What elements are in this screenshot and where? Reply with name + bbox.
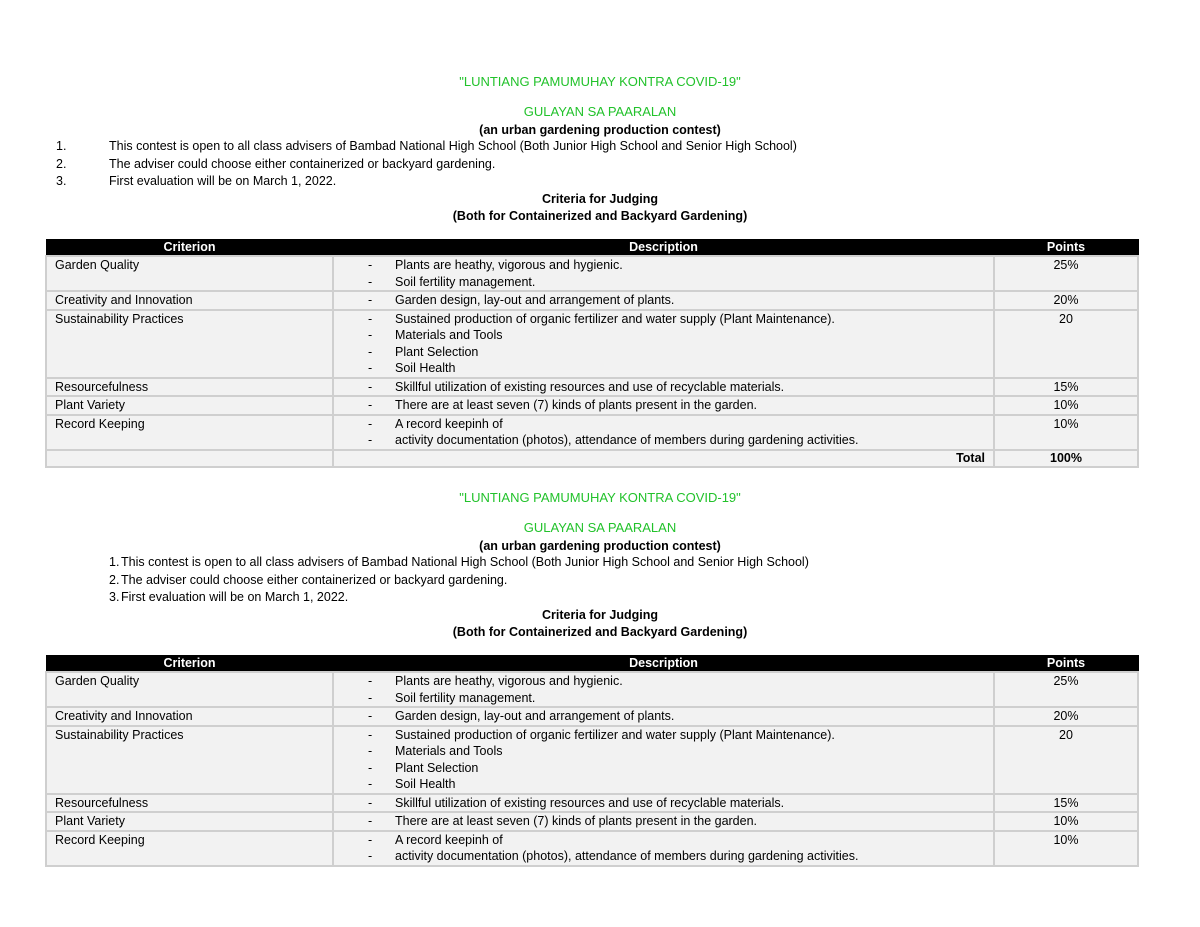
rule-text: The adviser could choose either containerized or backyard gardening. bbox=[109, 156, 496, 171]
criteria-document-1 bbox=[0, 74, 1200, 465]
bullet-dash: - bbox=[368, 416, 373, 431]
points-cell: 15% bbox=[994, 378, 1138, 397]
description-text: activity documentation (photos), attendance of members during gardening activities. bbox=[395, 433, 859, 447]
description-cell bbox=[333, 707, 994, 726]
document-title: "LUNTIANG PAMUMUHAY KONTRA COVID-19" bbox=[459, 74, 741, 89]
bullet-dash: - bbox=[368, 674, 373, 688]
criterion-cell: Record Keeping bbox=[46, 415, 333, 450]
description-text: Materials and Tools bbox=[395, 744, 503, 758]
bullet-dash: - bbox=[368, 433, 373, 447]
rule-text: First evaluation will be on March 1, 2022. bbox=[109, 174, 337, 188]
description-cell bbox=[333, 794, 994, 813]
description-line bbox=[334, 257, 993, 274]
description-text: Sustained production of organic fertilizer and water supply (Plant Maintenance). bbox=[395, 311, 835, 326]
bullet-dash: - bbox=[368, 328, 373, 342]
description-text: Soil Health bbox=[395, 361, 456, 375]
table-row bbox=[46, 310, 1138, 378]
description-cell bbox=[333, 378, 994, 397]
description-cell bbox=[333, 812, 994, 831]
points-cell: 20% bbox=[994, 291, 1138, 310]
description-line bbox=[334, 311, 993, 328]
table-row bbox=[46, 415, 1138, 450]
rules-list bbox=[0, 554, 1200, 607]
rule-item bbox=[0, 173, 1200, 191]
rule-number: 3. bbox=[56, 174, 67, 188]
bullet-dash: - bbox=[368, 814, 373, 828]
criteria-table bbox=[45, 655, 1139, 867]
rule-item bbox=[0, 156, 1200, 174]
description-text: Soil Health bbox=[395, 777, 456, 791]
description-text: Plants are heathy, vigorous and hygienic. bbox=[395, 674, 623, 688]
description-line bbox=[334, 432, 993, 449]
description-line bbox=[334, 832, 993, 849]
criterion-cell: Garden Quality bbox=[46, 672, 333, 707]
description-line bbox=[334, 776, 993, 793]
description-text: Materials and Tools bbox=[395, 328, 503, 342]
document-title: "LUNTIANG PAMUMUHAY KONTRA COVID-19" bbox=[459, 490, 741, 505]
description-cell bbox=[333, 672, 994, 707]
criterion-cell: Creativity and Innovation bbox=[46, 707, 333, 726]
bullet-dash: - bbox=[368, 361, 373, 375]
description-text: Skillful utilization of existing resources and use of recyclable materials. bbox=[395, 379, 785, 394]
description-text: A record keepinh of bbox=[395, 416, 503, 431]
points-cell: 10% bbox=[994, 812, 1138, 831]
bullet-dash: - bbox=[368, 398, 373, 412]
criterion-cell: Plant Variety bbox=[46, 396, 333, 415]
description-text: There are at least seven (7) kinds of plants present in the garden. bbox=[395, 398, 758, 412]
rule-text: This contest is open to all class advisers of Bambad National High School (Both Junior High School and Senior High School) bbox=[121, 555, 809, 569]
bullet-dash: - bbox=[368, 795, 373, 810]
criteria-subheading: (Both for Containerized and Backyard Gardening) bbox=[452, 624, 748, 639]
description-text: Sustained production of organic fertilizer and water supply (Plant Maintenance). bbox=[395, 727, 835, 742]
total-value: 100% bbox=[994, 450, 1138, 467]
description-line bbox=[334, 397, 993, 414]
description-cell bbox=[333, 256, 994, 291]
bullet-dash: - bbox=[368, 258, 373, 272]
description-cell bbox=[333, 726, 994, 794]
table-row bbox=[46, 291, 1138, 310]
bullet-dash: - bbox=[368, 760, 373, 775]
description-header: Description bbox=[333, 656, 994, 673]
bullet-dash: - bbox=[368, 293, 373, 307]
description-text: Plant Selection bbox=[395, 760, 479, 775]
contest-description: (an urban gardening production contest) bbox=[479, 123, 721, 137]
description-line bbox=[334, 848, 993, 865]
table-row bbox=[46, 256, 1138, 291]
table-row bbox=[46, 794, 1138, 813]
description-text: Plants are heathy, vigorous and hygienic. bbox=[395, 258, 623, 272]
description-line bbox=[334, 795, 993, 812]
rules-list bbox=[0, 138, 1200, 191]
rule-text: First evaluation will be on March 1, 2022. bbox=[121, 590, 349, 604]
description-cell bbox=[333, 396, 994, 415]
points-header: Points bbox=[994, 656, 1138, 673]
table-header-row bbox=[46, 240, 1138, 257]
description-line bbox=[334, 708, 993, 725]
rule-text: This contest is open to all class advisers of Bambad National High School (Both Junior High School and Senior High School) bbox=[109, 139, 797, 153]
description-line bbox=[334, 416, 993, 433]
criteria-heading: Criteria for Judging bbox=[542, 191, 658, 206]
bullet-dash: - bbox=[368, 727, 373, 742]
points-cell: 10% bbox=[994, 831, 1138, 866]
description-text: Soil fertility management. bbox=[395, 274, 536, 289]
table-row bbox=[46, 726, 1138, 794]
description-cell bbox=[333, 415, 994, 450]
table-row bbox=[46, 707, 1138, 726]
description-line bbox=[334, 690, 993, 707]
rule-number: 3. bbox=[109, 590, 120, 604]
description-text: Plant Selection bbox=[395, 344, 479, 359]
description-line bbox=[334, 743, 993, 760]
criterion-header: Criterion bbox=[46, 240, 333, 257]
description-text: There are at least seven (7) kinds of plants present in the garden. bbox=[395, 814, 758, 828]
description-cell bbox=[333, 291, 994, 310]
description-text: activity documentation (photos), attendance of members during gardening activities. bbox=[395, 849, 859, 863]
rule-number: 2. bbox=[109, 572, 120, 587]
bullet-dash: - bbox=[368, 849, 373, 863]
bullet-dash: - bbox=[368, 311, 373, 326]
description-line bbox=[334, 292, 993, 309]
points-cell: 20 bbox=[994, 310, 1138, 378]
table-row bbox=[46, 672, 1138, 707]
description-line bbox=[334, 379, 993, 396]
criterion-cell: Sustainability Practices bbox=[46, 310, 333, 378]
criteria-document-2 bbox=[0, 490, 1200, 863]
description-text: Garden design, lay-out and arrangement of plants. bbox=[395, 293, 675, 307]
rule-text: The adviser could choose either containerized or backyard gardening. bbox=[121, 572, 508, 587]
criterion-cell: Record Keeping bbox=[46, 831, 333, 866]
points-cell: 25% bbox=[994, 256, 1138, 291]
rule-item bbox=[0, 554, 1200, 572]
description-cell bbox=[333, 310, 994, 378]
description-line bbox=[334, 673, 993, 690]
bullet-dash: - bbox=[368, 274, 373, 289]
bullet-dash: - bbox=[368, 832, 373, 847]
bullet-dash: - bbox=[368, 344, 373, 359]
table-row bbox=[46, 378, 1138, 397]
total-empty-cell bbox=[46, 450, 333, 467]
description-cell bbox=[333, 831, 994, 866]
points-cell: 20% bbox=[994, 707, 1138, 726]
total-label: Total bbox=[333, 450, 994, 467]
description-line bbox=[334, 813, 993, 830]
rule-number: 1. bbox=[109, 555, 120, 569]
table-row bbox=[46, 812, 1138, 831]
criterion-cell: Resourcefulness bbox=[46, 378, 333, 397]
table-row bbox=[46, 831, 1138, 866]
bullet-dash: - bbox=[368, 777, 373, 791]
description-line bbox=[334, 360, 993, 377]
criteria-table bbox=[45, 239, 1139, 468]
criterion-cell: Resourcefulness bbox=[46, 794, 333, 813]
description-text: Soil fertility management. bbox=[395, 690, 536, 705]
points-cell: 15% bbox=[994, 794, 1138, 813]
points-cell: 20 bbox=[994, 726, 1138, 794]
table-header-row bbox=[46, 656, 1138, 673]
points-cell: 10% bbox=[994, 396, 1138, 415]
description-line bbox=[334, 274, 993, 291]
bullet-dash: - bbox=[368, 379, 373, 394]
total-row bbox=[46, 450, 1138, 467]
document-subtitle: GULAYAN SA PAARALAN bbox=[523, 104, 677, 119]
criterion-cell: Garden Quality bbox=[46, 256, 333, 291]
rule-item bbox=[0, 138, 1200, 156]
points-cell: 25% bbox=[994, 672, 1138, 707]
criterion-cell: Plant Variety bbox=[46, 812, 333, 831]
description-header: Description bbox=[333, 240, 994, 257]
criterion-header: Criterion bbox=[46, 656, 333, 673]
criteria-heading: Criteria for Judging bbox=[542, 607, 658, 622]
rule-number: 2. bbox=[56, 156, 67, 171]
table-row bbox=[46, 396, 1138, 415]
description-line bbox=[334, 344, 993, 361]
bullet-dash: - bbox=[368, 709, 373, 723]
bullet-dash: - bbox=[368, 690, 373, 705]
description-line bbox=[334, 760, 993, 777]
points-header: Points bbox=[994, 240, 1138, 257]
description-text: Garden design, lay-out and arrangement of plants. bbox=[395, 709, 675, 723]
criterion-cell: Sustainability Practices bbox=[46, 726, 333, 794]
rule-number: 1. bbox=[56, 139, 67, 153]
contest-description: (an urban gardening production contest) bbox=[479, 539, 721, 553]
rule-item bbox=[0, 589, 1200, 607]
rule-item bbox=[0, 572, 1200, 590]
criterion-cell: Creativity and Innovation bbox=[46, 291, 333, 310]
criteria-subheading: (Both for Containerized and Backyard Gardening) bbox=[452, 208, 748, 223]
bullet-dash: - bbox=[368, 744, 373, 758]
description-text: Skillful utilization of existing resources and use of recyclable materials. bbox=[395, 795, 785, 810]
description-line bbox=[334, 727, 993, 744]
description-text: A record keepinh of bbox=[395, 832, 503, 847]
points-cell: 10% bbox=[994, 415, 1138, 450]
document-subtitle: GULAYAN SA PAARALAN bbox=[523, 520, 677, 535]
description-line bbox=[334, 327, 993, 344]
